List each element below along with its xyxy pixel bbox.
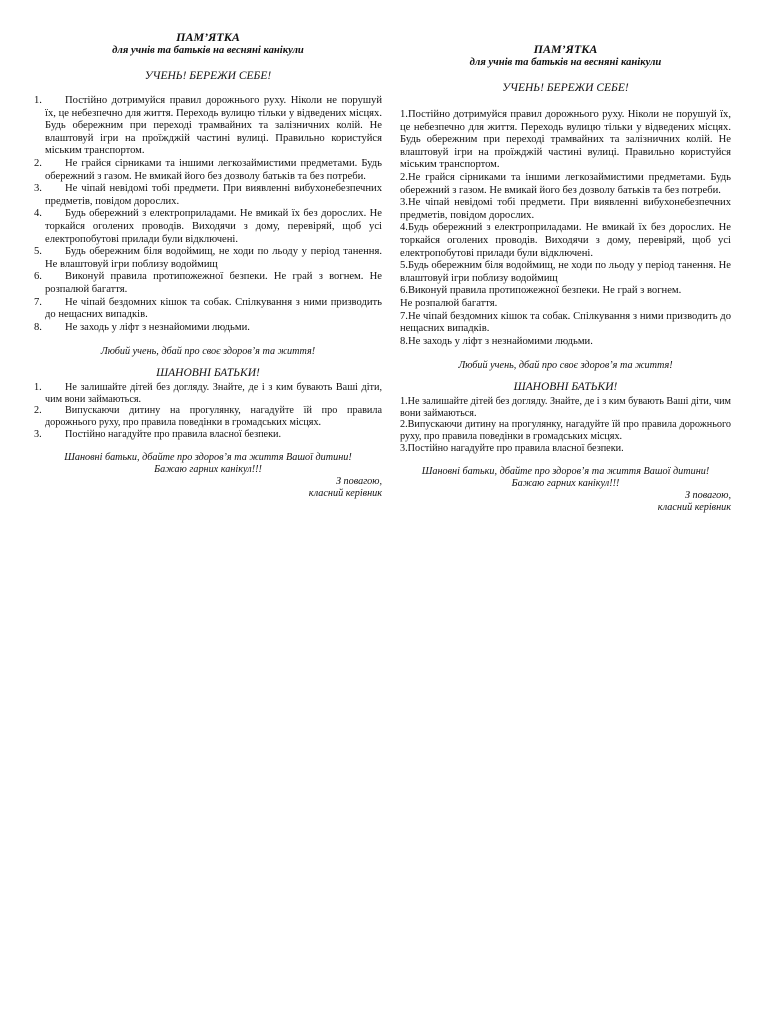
list-item: 2.Випускаючи дитину на прогулянку, нагадуйте їй про правила дорожнього руху, про правила поведінки в громадських місцях. (400, 419, 731, 443)
list-item: 1.Не залишайте дітей без догляду. Знайте, де і з ким бувають Ваші діти, чим вони займаються. (400, 396, 731, 419)
list-text: Будь обережним біля водоймищ, не ходи по льоду у період танення. Не влаштовуй ігри поблизу водоймищ (45, 246, 382, 270)
list-item (34, 405, 382, 428)
closing-line: Шановні батьки, дбайте про здоров’я та життя Вашої дитини! (421, 466, 710, 478)
page-subtitle: для учнів та батьків на весняні канікули (112, 45, 304, 56)
list-item: 2.Не грайся сірниками та іншими легкозаймистими предметами. Будь обережний з газом. Не вмикай його без дозволу батьків та без потреби. (400, 171, 731, 196)
list-number: 2. (34, 405, 42, 417)
list-item: Не розпалюй багаття. (400, 297, 498, 309)
parent-rules-list (34, 382, 382, 440)
signature-author: класний керівник (657, 502, 731, 514)
page-title: ПАМ’ЯТКА (176, 30, 240, 44)
students-heading: УЧЕНЬ! БЕРЕЖИ СЕБЕ! (144, 70, 272, 82)
list-item (34, 95, 382, 158)
list-item: 3.Постійно нагадуйте про правила власної безпеки. (400, 442, 624, 454)
list-text: Не грайся сірниками та іншими легкозаймистими предметами. Будь обережний з газом. Не вмикай його без дозволу батьків та без потреби. (45, 157, 382, 182)
list-number: 7. (34, 296, 42, 308)
list-item (34, 297, 382, 322)
page-subtitle: для учнів та батьків на весняні канікули (469, 57, 662, 68)
list-text: Виконуй правила протипожежної безпеки. Не грай з вогнем. Не розпалюй багаття. (45, 271, 382, 295)
list-text: Постійно нагадуйте про правила власної безпеки. (65, 428, 282, 440)
parents-heading: ШАНОВНІ БАТЬКИ! (156, 367, 260, 380)
student-motto: Любий учень, дбай про своє здоров’я та життя! (458, 360, 673, 372)
list-item: 5.Будь обережним біля водоймищ, не ходи по льоду у період танення. Не влаштовуй ігри поблизу водоймищ (400, 260, 731, 284)
parent-rules-list (400, 396, 731, 454)
list-item (34, 382, 382, 405)
list-item (34, 322, 382, 335)
list-number: 1. (34, 95, 42, 106)
list-text: Не заходь у ліфт з незнайомими людьми. (65, 321, 250, 333)
list-number: 8. (34, 321, 42, 333)
list-text: Не залишайте дітей без догляду. Знайте, де і з ким бувають Ваші діти, чим вони займаються. (45, 382, 382, 405)
list-text: Будь обережний з електроприладами. Не вмикай їх без дорослих. Не торкайся оголених проводів. Виходячи з дому, перевіряй, щоб усі електропобутові прилади були відключені. (45, 208, 382, 245)
list-item: 4.Будь обережний з електроприладами. Не вмикай їх без дорослих. Не торкайся оголених проводів. Виходячи з дому, перевіряй, щоб усі електропобутові прилади були відключені. (400, 222, 731, 259)
list-number: 5. (34, 246, 42, 258)
list-item (34, 183, 382, 208)
list-text: Випускаючи дитину на прогулянку, нагадуйте їй про правила дорожнього руху, про правила поведінки в громадських місцях. (45, 405, 382, 429)
list-item: 1.Постійно дотримуйся правил дорожнього руху. Ніколи не порушуй їх, це небезпечно для життя. Переходь вулицю тільки у відведених місцях. Будь обережним при переході трамвайних та залізничних колій. Не влаштовуй ігри на проїжджій частині вулиці. Правильно користуйся міським транспортом. (400, 109, 731, 171)
student-motto: Любий учень, дбай про своє здоров’я та життя! (100, 346, 316, 358)
list-number: 3. (34, 183, 42, 195)
list-item (34, 208, 382, 246)
list-item: 8.Не заходь у ліфт з незнайомими людьми. (400, 335, 593, 347)
list-number: 4. (34, 208, 42, 220)
page-title: ПАМ’ЯТКА (533, 42, 598, 56)
wishes-line: Бажаю гарних канікул!!! (511, 478, 620, 490)
signature-regards: З повагою, (684, 490, 731, 502)
left-column (34, 30, 382, 500)
list-item: 3.Не чіпай невідомі тобі предмети. При виявленні вибухонебезпечних предметів, повідом дорослих. (400, 197, 731, 221)
students-heading: УЧЕНЬ! БЕРЕЖИ СЕБЕ! (502, 82, 629, 94)
list-number: 2. (34, 157, 42, 169)
wishes-line: Бажаю гарних канікул!!! (154, 464, 262, 476)
student-rules-list (400, 109, 731, 348)
student-rules-list (34, 95, 382, 334)
list-text: Не чіпай бездомних кішок та собак. Спілкування з ними призводить до нещасних випадків. (45, 296, 382, 321)
list-item (34, 246, 382, 271)
list-item: 6.Виконуй правила протипожежної безпеки. Не грай з вогнем. (400, 285, 682, 297)
closing-line: Шановні батьки, дбайте про здоров’я та життя Вашої дитини! (64, 452, 352, 464)
list-item: 7.Не чіпай бездомних кішок та собак. Спілкування з ними призводить до нещасних випадків. (400, 310, 731, 335)
list-item (34, 158, 382, 183)
signature-author: класний керівник (308, 488, 382, 500)
list-number: 3. (34, 428, 42, 440)
list-number: 6. (34, 271, 42, 283)
list-item (34, 271, 382, 296)
parents-heading: ШАНОВНІ БАТЬКИ! (513, 381, 618, 394)
signature-regards: З повагою, (335, 476, 382, 488)
list-text: Постійно дотримуйся правил дорожнього руху. Ніколи не порушуй їх, це небезпечно для життя. Переходь вулицю тільки у відведених місцях. Будь обережним при переході трамвайних та залізничних колій. Не влаштовуй ігри на проїжджій частині вулиці. Правильно користуйся міським транспортом. (45, 95, 382, 157)
list-item (34, 429, 382, 441)
list-text: Не чіпай невідомі тобі предмети. При виявленні вибухонебезпечних предметів, повідом дорослих. (45, 183, 382, 207)
list-number: 1. (34, 382, 42, 394)
right-column (400, 42, 731, 514)
